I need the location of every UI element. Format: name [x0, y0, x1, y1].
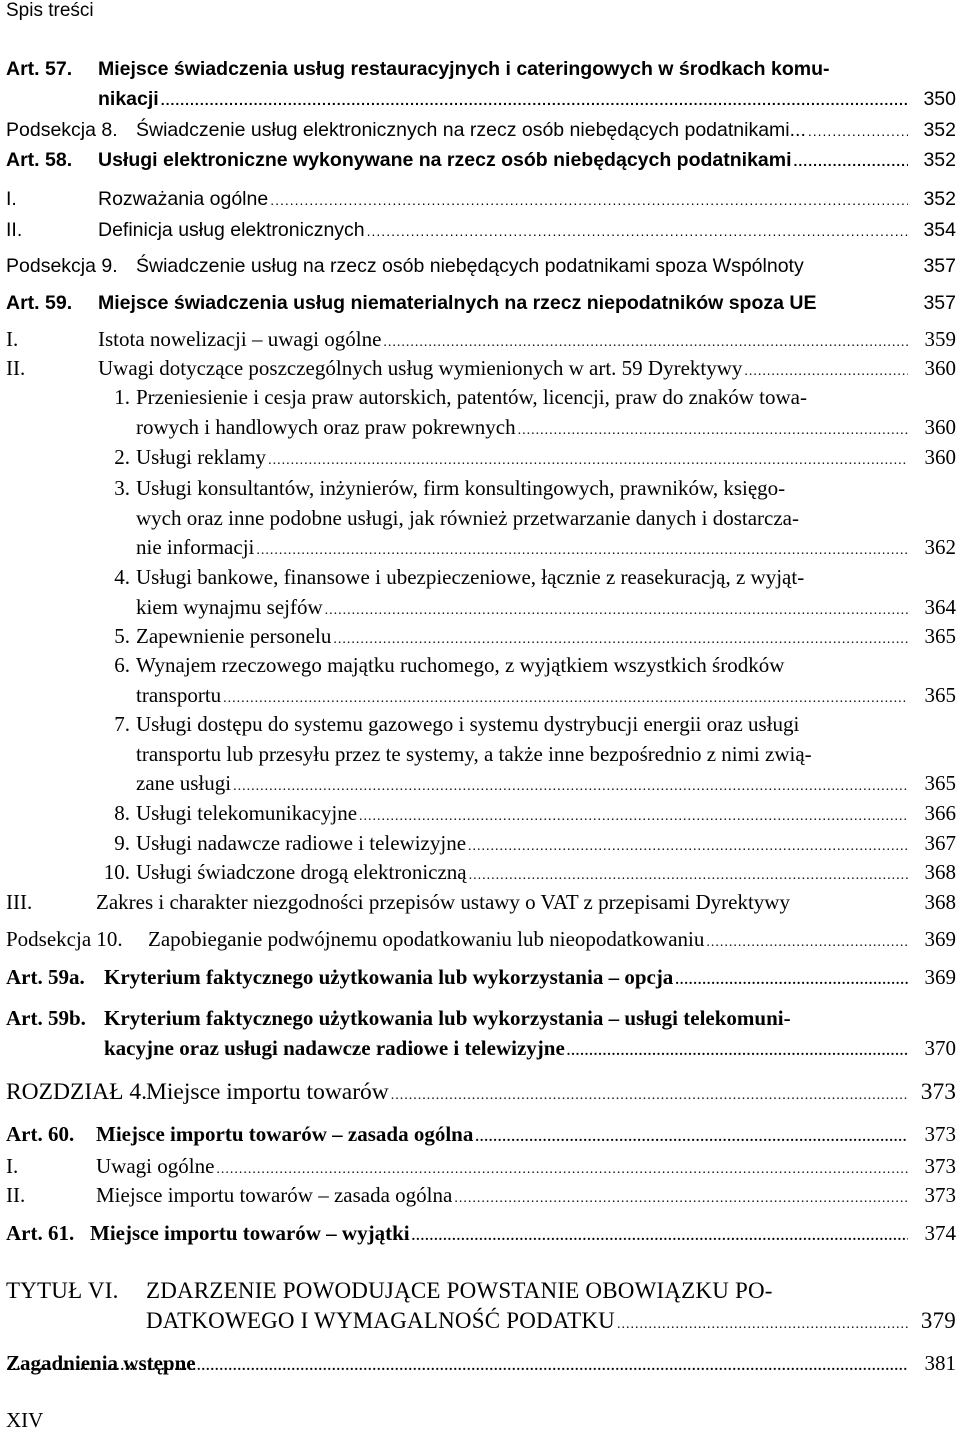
toc-entry-line — [0, 681, 960, 714]
toc-entry-title: Wynajem rzeczowego majątku ruchomego, z wyjątkiem wszystkich środków — [136, 653, 785, 677]
toc-entry-title: Kryterium faktycznego użytkowania lub wykorzystania – opcja — [104, 965, 674, 989]
toc-entry-title: Usługi dostępu do systemu gazowego i systemu dystrybucji energii oraz usługi — [136, 712, 800, 736]
toc-entry — [0, 354, 960, 387]
toc-entry-title: kiem wynajmu sejfów — [136, 594, 323, 619]
toc-entry — [0, 799, 960, 832]
toc-entry-title: ZDARZENIE POWODUJĄCE POWSTANIE OBOWIĄZKU PO- — [146, 1278, 773, 1303]
toc-entry-number: I. — [6, 1154, 19, 1178]
toc-entry-number: Art. 61. — [6, 1221, 75, 1245]
toc-entry-number: Art. 57. — [6, 58, 73, 80]
toc-entry-title: Usługi nadawcze radiowe i telewizyjne — [136, 831, 467, 855]
toc-entry — [0, 146, 960, 177]
toc-entry-number: Art. 59. — [6, 292, 73, 314]
toc-entry-page: 379 — [920, 1307, 956, 1333]
toc-entry-title: Usługi konsultantów, inżynierów, firm konsultingowych, prawników, księgo- — [136, 476, 786, 500]
toc-entry-title: Kryterium faktycznego użytkowania lub wykorzystania – usługi telekomuni- — [104, 1006, 791, 1030]
toc-entry-page: 357 — [923, 292, 956, 314]
toc-entry — [0, 651, 960, 713]
toc-entry-line — [0, 474, 960, 504]
toc-entry-title: Usługi świadczone drogą elektroniczną — [136, 860, 467, 884]
toc-entry-line — [0, 252, 960, 282]
toc-entry-number: Podsekcja 10. — [6, 927, 123, 951]
toc-entry-line — [0, 1219, 960, 1252]
toc-entry-title: kacyjne oraz usługi nadawcze radiowe i telewizyjne — [104, 1035, 565, 1060]
toc-entry-page: 357 — [923, 255, 956, 277]
toc-entry-title: zane usługi — [136, 771, 232, 795]
toc-entry-number: ROZDZIAŁ 4. — [6, 1079, 147, 1105]
toc-entry — [0, 858, 960, 891]
toc-entry-line — [0, 651, 960, 681]
toc-entry-page: 373 — [924, 1122, 956, 1146]
toc-entry-page: 362 — [924, 535, 956, 559]
toc-entry-title: nikacji — [98, 87, 159, 110]
toc-entry-number: TYTUŁ VI. — [6, 1278, 119, 1303]
toc-entry-title: DATKOWEGO I WYMAGALNOŚĆ PODATKU — [146, 1307, 615, 1333]
toc-entry-line — [0, 963, 960, 996]
toc-entry-number: Art. 59a. — [6, 965, 85, 989]
toc-entry — [0, 963, 960, 996]
toc-entry — [0, 1120, 960, 1153]
dot-leader — [808, 117, 908, 147]
toc-entry — [0, 1219, 960, 1252]
toc-entry-line — [0, 593, 960, 626]
dot-leader — [794, 147, 908, 177]
toc-entry-number: II. — [6, 219, 23, 241]
toc-entry-line — [0, 413, 960, 446]
toc-entry-title: Uwagi ogólne — [96, 1154, 215, 1178]
toc-entry-page: 373 — [924, 1154, 956, 1178]
dot-leader — [469, 861, 908, 891]
toc-entry-page: 360 — [924, 414, 956, 439]
toc-entry-line — [0, 325, 960, 358]
toc-entry-line — [0, 888, 960, 918]
toc-entry-line — [0, 55, 960, 85]
toc-entry-line — [0, 1120, 960, 1153]
toc-entry — [0, 325, 960, 358]
toc-entry-title: Usługi telekomunikacyjne — [136, 801, 358, 825]
dot-leader — [367, 217, 908, 247]
toc-entry-page: 350 — [923, 87, 956, 110]
toc-entry-line — [0, 85, 960, 116]
toc-entry-line — [0, 146, 960, 177]
dot-leader — [706, 928, 908, 958]
toc-entry-number: 10. — [103, 860, 130, 884]
toc-entry-line — [0, 563, 960, 593]
toc-entry-number: Zagadnienia wstępne — [6, 1351, 196, 1375]
toc-entry-page: 368 — [924, 890, 956, 914]
toc-entry-line — [0, 622, 960, 655]
toc-entry-line — [0, 443, 960, 476]
toc-entry-number: 6. — [114, 653, 130, 677]
toc-entry — [0, 116, 960, 147]
toc-entry-line — [0, 116, 960, 147]
dot-leader — [617, 1310, 908, 1340]
toc-entry-number: II. — [6, 356, 26, 380]
toc-entry-page: 369 — [924, 927, 956, 951]
toc-entry-page: 373 — [924, 1183, 956, 1207]
toc-entry-number: II. — [6, 1183, 26, 1207]
dot-leader — [270, 186, 908, 216]
toc-entry-title: Miejsce importu towarów — [146, 1079, 389, 1105]
dot-leader — [391, 1081, 908, 1111]
toc-entry — [0, 443, 960, 476]
toc-entry-page: 367 — [924, 831, 956, 855]
dot-leader — [161, 86, 908, 116]
dot-leader — [223, 684, 908, 714]
toc-entry — [0, 829, 960, 862]
toc-entry-line — [0, 925, 960, 958]
running-header: Spis treści — [6, 0, 94, 21]
toc-entry-number: 4. — [114, 565, 130, 589]
toc-entry — [0, 1181, 960, 1214]
toc-entry-page: 354 — [923, 219, 956, 241]
toc-entry — [0, 1004, 960, 1066]
toc-entry-title: Miejsce importu towarów – zasada ogólna — [96, 1183, 453, 1207]
dot-leader — [268, 446, 908, 476]
toc-entry-line — [0, 1181, 960, 1214]
toc-entry-page: 370 — [924, 1035, 956, 1060]
toc-entry-page: 374 — [924, 1221, 956, 1245]
toc-entry — [0, 563, 960, 625]
toc-entry-title: Usługi bankowe, finansowe i ubezpieczeniowe, łącznie z reasekuracją, z wyjąt- — [136, 565, 805, 589]
toc-entry-title: Przeniesienie i cesja praw autorskich, patentów, licencji, praw do znaków towa- — [136, 385, 807, 409]
toc-entry-page: 365 — [924, 682, 956, 707]
dot-leader — [412, 1222, 908, 1252]
toc-entry-number: 7. — [114, 712, 130, 736]
toc-entry-page: 381 — [924, 1351, 956, 1375]
toc-entry-line — [0, 1276, 960, 1306]
dot-leader — [518, 416, 908, 446]
toc-entry-page: 352 — [923, 188, 956, 210]
toc-entry-page: 360 — [924, 445, 956, 469]
toc-entry-title: Usługi elektroniczne wykonywane na rzecz osób niebędących podatnikami — [98, 149, 792, 171]
toc-entry-line — [0, 504, 960, 534]
toc-entry-line — [0, 216, 960, 247]
toc-entry-number: III. — [6, 890, 33, 914]
toc-entry-title: Rozważania ogólne — [98, 188, 269, 210]
toc-entry-line — [0, 799, 960, 832]
toc-entry-line — [0, 289, 960, 319]
toc-entry-number: Art. 58. — [6, 149, 73, 171]
toc-entry-number: 9. — [114, 831, 130, 855]
toc-entry-title: Zapobieganie podwójnemu opodatkowaniu lub nieopodatkowaniu — [148, 927, 705, 951]
toc-entry-page: 373 — [920, 1079, 956, 1105]
toc-entry — [0, 185, 960, 216]
toc-entry — [0, 1152, 960, 1185]
toc-entry-title: nie informacji — [136, 535, 255, 559]
dot-leader — [675, 966, 908, 996]
toc-entry-title: wych oraz inne podobne usługi, jak również przetwarzanie danych i dostarcza- — [136, 505, 799, 530]
toc-entry-number: I. — [6, 188, 17, 210]
toc-entry-line — [0, 1306, 960, 1340]
dot-leader — [233, 772, 908, 802]
toc-entry — [0, 1078, 960, 1111]
toc-entry-title: Definicja usług elektronicznych — [98, 219, 365, 241]
toc-entry-title: Świadczenie usług na rzecz osób niebędących podatnikami spoza Wspólnoty — [136, 255, 804, 277]
toc-entry-line — [0, 1349, 960, 1382]
toc-entry-page: 360 — [924, 356, 956, 380]
dot-leader — [567, 1037, 908, 1067]
page-number: XIV — [6, 1408, 44, 1432]
dot-leader — [359, 802, 908, 832]
dot-leader — [475, 1123, 908, 1153]
toc-entry — [0, 252, 960, 282]
toc-entry-title: Miejsce importu towarów – wyjątki — [90, 1221, 410, 1245]
toc-entry-number: 1. — [114, 385, 130, 409]
toc-entry-line — [0, 1152, 960, 1185]
toc-entry-number: Podsekcja 9. — [6, 255, 118, 277]
toc-entry-title: Miejsce świadczenia usług restauracyjnych i cateringowych w środkach komu- — [98, 58, 830, 80]
toc-entry-title: Świadczenie usług elektronicznych na rzecz osób niebędących podatnikami... — [136, 119, 806, 141]
toc-entry — [0, 383, 960, 445]
toc-entry-page: 365 — [924, 624, 956, 648]
toc-entry-page: 352 — [923, 119, 956, 141]
toc-entry-line — [0, 858, 960, 891]
toc-entry-line — [0, 185, 960, 216]
toc-entry — [0, 1349, 960, 1382]
toc-entry-number: Art. 59b. — [6, 1006, 86, 1030]
toc-entry — [0, 289, 960, 319]
toc-entry — [0, 925, 960, 958]
toc-entry-page: 365 — [924, 771, 956, 795]
toc-entry-line — [0, 710, 960, 740]
toc-entry-line — [0, 383, 960, 413]
toc-entry-page: 368 — [924, 860, 956, 884]
toc-entry-line — [0, 354, 960, 387]
toc-entry-title: Zapewnienie personelu — [136, 624, 332, 648]
toc-entry-title: transportu — [136, 682, 222, 707]
toc-entry-title: Zakres i charakter niezgodności przepisów ustawy o VAT z przepisami Dyrektywy — [96, 890, 790, 914]
toc-entry — [0, 1276, 960, 1339]
toc-entry-page: 359 — [924, 327, 956, 351]
toc-entry-title: rowych i handlowych oraz praw pokrewnych — [136, 414, 516, 439]
toc-entry-page: 366 — [924, 801, 956, 825]
toc-entry-title: Usługi reklamy — [136, 445, 267, 469]
toc-entry-line — [0, 740, 960, 770]
toc-entry-line — [0, 1078, 960, 1111]
toc-entry-number: Art. 60. — [6, 1122, 75, 1146]
toc-entry-line — [0, 829, 960, 862]
dot-leader — [256, 536, 908, 566]
toc-entry-number: 5. — [114, 624, 130, 648]
toc-entry-line — [0, 533, 960, 566]
dot-leader — [454, 1184, 908, 1214]
toc-entry — [0, 710, 960, 802]
toc-entry-title: Uwagi dotyczące poszczególnych usług wymienionych w art. 59 Dyrektywy — [98, 356, 743, 380]
toc-entry-line — [0, 1034, 960, 1067]
toc-entry-title: transportu lub przesyłu przez te systemy, a także inne bezpośrednio z nimi zwią- — [136, 741, 812, 766]
toc-entry-line — [0, 1004, 960, 1034]
toc-entry-page: 369 — [924, 965, 956, 989]
toc-entry-page: 364 — [924, 594, 956, 619]
toc-entry-page: 352 — [923, 149, 956, 171]
toc-entry — [0, 622, 960, 655]
toc-entry-number: I. — [6, 327, 19, 351]
toc-entry-number: 2. — [114, 445, 130, 469]
toc-entry-number: 3. — [114, 476, 130, 500]
toc-entry — [0, 474, 960, 566]
toc-entry — [0, 216, 960, 247]
toc-entry-title: Miejsce importu towarów – zasada ogólna — [96, 1122, 474, 1146]
toc-entry — [0, 55, 960, 115]
toc-entry-title: Miejsce świadczenia usług niematerialnych na rzecz niepodatników spoza UE — [98, 292, 817, 314]
toc-entry-number: 8. — [114, 801, 130, 825]
dot-leader — [325, 596, 908, 626]
toc-entry — [0, 888, 960, 918]
toc-entry-number: Podsekcja 8. — [6, 119, 118, 141]
toc-entry-line — [0, 769, 960, 802]
toc-entry-title: Istota nowelizacji – uwagi ogólne — [98, 327, 382, 351]
